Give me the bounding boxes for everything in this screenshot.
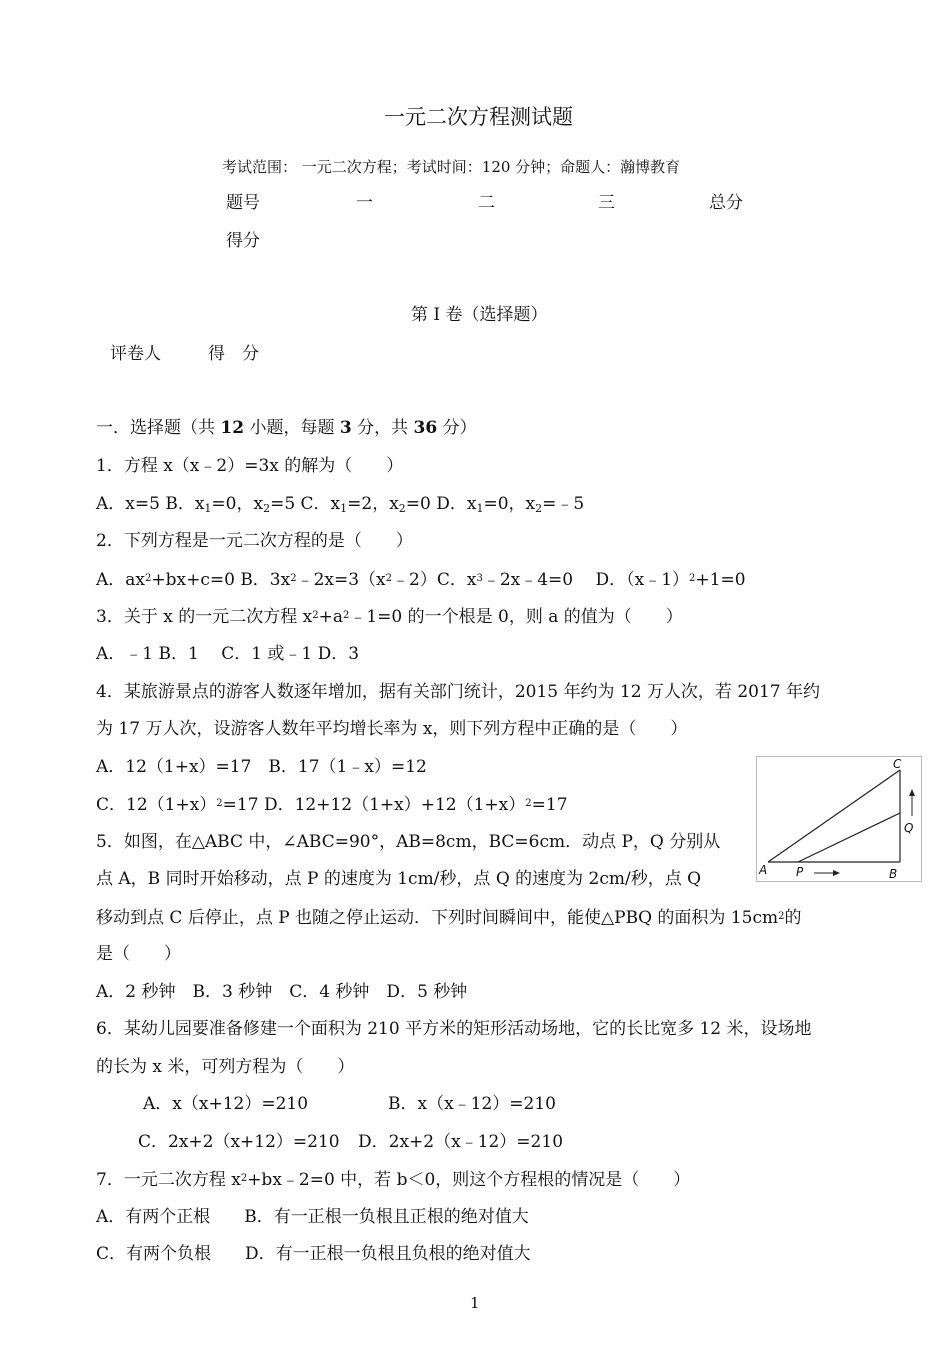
question-4-options-cd: C．$12(1+x)^2=17$ D．$12+12(1+x)+12(1+x)^2=17$ [96, 795, 568, 815]
part-title: 第 I 卷（选择题） [411, 305, 548, 325]
question-1: 1．方程 x（x﹣2）=3x 的解为（ ） [96, 456, 404, 476]
question-6-option-c: C．2x+2（x+12）=210 [138, 1132, 340, 1152]
question-7: 7．一元二次方程 $x^2+bx﹣2=0$ 中，若 b＜0，则这个方程根的情况是（ ） [96, 1170, 691, 1190]
label-a: A [759, 863, 768, 877]
question-5-line-4: 是（ ） [96, 944, 181, 964]
label-b: B [889, 867, 898, 881]
question-6-line-2: 的长为 x 米，可列方程为（ ） [96, 1057, 355, 1077]
page-title: 一元二次方程测试题 [384, 105, 573, 129]
score-table-row-label: 得分 [226, 231, 260, 251]
question-3-options: A．﹣1 B．1 C．1 或﹣1 D．3 [96, 644, 360, 664]
score-table-col-2: 二 [478, 193, 495, 213]
question-7-options-ab: A．有两个正根 B．有一正根一负根且正根的绝对值大 [96, 1207, 529, 1227]
question-5-line-1: 5．如图，在△ABC 中，∠ABC=90°，AB=8cm，BC=6cm．动点 P，Q 分别从 [96, 832, 721, 852]
question-6-option-d: D．2x+2（x﹣12）=210 [358, 1132, 564, 1152]
score-label: 得 分 [208, 344, 259, 364]
figure-frame [757, 757, 922, 882]
score-table-col-3: 三 [598, 193, 615, 213]
label-p: P [796, 865, 804, 879]
arrow-p-head [833, 870, 840, 876]
exam-meta: 考试范围： 一元二次方程；考试时间：120 分钟；命题人：瀚博教育 [222, 158, 681, 176]
triangle-figure [756, 756, 922, 882]
question-5-line-3: 移动到点 C 后停止，点 P 也随之停止运动．下列时间瞬间中，能使△PBQ 的面积为 $15cm^2$的 [96, 908, 802, 928]
question-4-line-1: 4．某旅游景点的游客人数逐年增加，据有关部门统计，2015 年约为 12 万人次，若 2017 年约 [96, 682, 820, 702]
label-c: C [893, 757, 902, 771]
label-q: Q [904, 821, 914, 835]
question-5-line-2: 点 A，B 同时开始移动，点 P 的速度为 1cm/秒，点 Q 的速度为 2cm/秒，点 Q [96, 869, 702, 889]
question-1-options: A．x=5 B．$x_1=0$，$x_2=5$ C．$x_1=2$，$x_2=0$ D．$x_1=0$，$x_2=﹣5$ [96, 494, 585, 515]
question-6-line-1: 6．某幼儿园要准备修建一个面积为 210 平方米的矩形活动场地，它的长比宽多 12 米，设场地 [96, 1019, 812, 1039]
question-7-options-cd: C．有两个负根 D．有一正根一负根且负根的绝对值大 [96, 1244, 531, 1264]
section-heading: 一．选择题（共 12 小题，每题 3 分，共 36 分） [96, 418, 477, 438]
segment-pq [798, 813, 900, 862]
page-number: 1 [470, 1294, 480, 1312]
arrow-q-head [909, 789, 915, 796]
question-4-line-2: 为 17 万人次，设游客人数年平均增长率为 x，则下列方程中正确的是（ ） [96, 719, 688, 739]
question-5-options: A．2 秒钟 B．3 秒钟 C．4 秒钟 D．5 秒钟 [96, 982, 468, 1002]
score-table-col-total: 总分 [709, 193, 743, 213]
question-2-options: A．$ax^2+bx+c=0$ B．$3x^2﹣2x=3(x^2﹣2)C$．$x^3﹣2x﹣4=0$ D．（x﹣1）$^2$+1=0 [96, 570, 746, 590]
score-table-header-label: 题号 [226, 193, 260, 213]
score-table-col-1: 一 [356, 193, 373, 213]
side-ac [768, 770, 900, 862]
question-6-option-a: A．x（x+12）=210 [143, 1094, 309, 1114]
question-2: 2．下列方程是一元二次方程的是（ ） [96, 531, 413, 551]
question-4-options-ab: A．12（1+x）=17 B．17（1﹣x）=12 [96, 757, 427, 777]
question-6-option-b: B．x（x﹣12）=210 [388, 1094, 556, 1114]
grader-label: 评卷人 [110, 344, 161, 364]
question-3: 3．关于 x 的一元二次方程 $x^2+a^2﹣1=0$ 的一个根是 0，则 a 的值为（ ） [96, 607, 683, 627]
